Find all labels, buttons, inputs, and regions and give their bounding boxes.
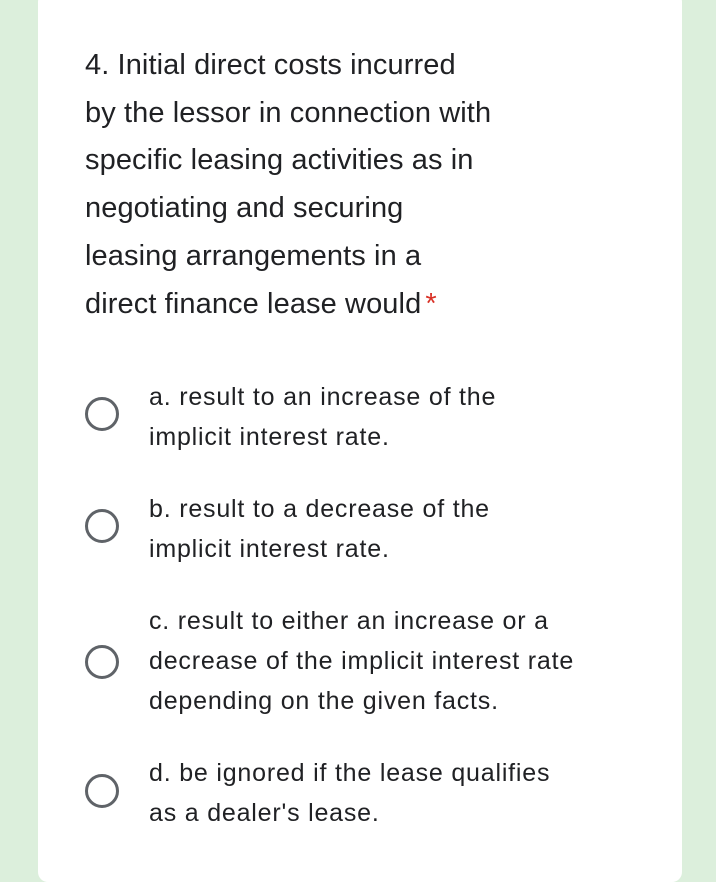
option-c-label[interactable] (149, 601, 574, 721)
required-asterisk: * (425, 287, 437, 320)
option-line: a. result to an increase of the (149, 383, 497, 411)
option-line: b. result to a decrease of the (149, 495, 490, 523)
radio-button-d[interactable] (85, 774, 119, 808)
option-line: decrease of the implicit interest rate (149, 647, 575, 675)
radio-button-b[interactable] (85, 509, 119, 543)
option-line: implicit interest rate. (149, 535, 390, 563)
option-line: d. be ignored if the lease qualifies (149, 759, 551, 787)
option-b-label[interactable] (149, 489, 490, 569)
question-line: negotiating and securing (85, 192, 404, 225)
question-line: 4. Initial direct costs incurred (85, 49, 456, 81)
question-text (85, 42, 605, 328)
radio-button-a[interactable] (85, 397, 119, 431)
question-line: specific leasing activities as in (85, 144, 474, 177)
option-line: depending on the given facts. (149, 687, 499, 715)
question-line: leasing arrangements in a (85, 239, 422, 272)
option-line: c. result to either an increase or a (149, 607, 549, 635)
question-line-text: direct finance lease would (85, 287, 422, 320)
option-d-label[interactable] (149, 753, 550, 833)
option-a-label[interactable] (149, 377, 496, 457)
question-line: by the lessor in connection with (85, 96, 492, 129)
radio-button-c[interactable] (85, 645, 119, 679)
question-line-last (85, 281, 605, 329)
option-line: as a dealer's lease. (149, 799, 380, 827)
option-line: implicit interest rate. (149, 423, 390, 451)
